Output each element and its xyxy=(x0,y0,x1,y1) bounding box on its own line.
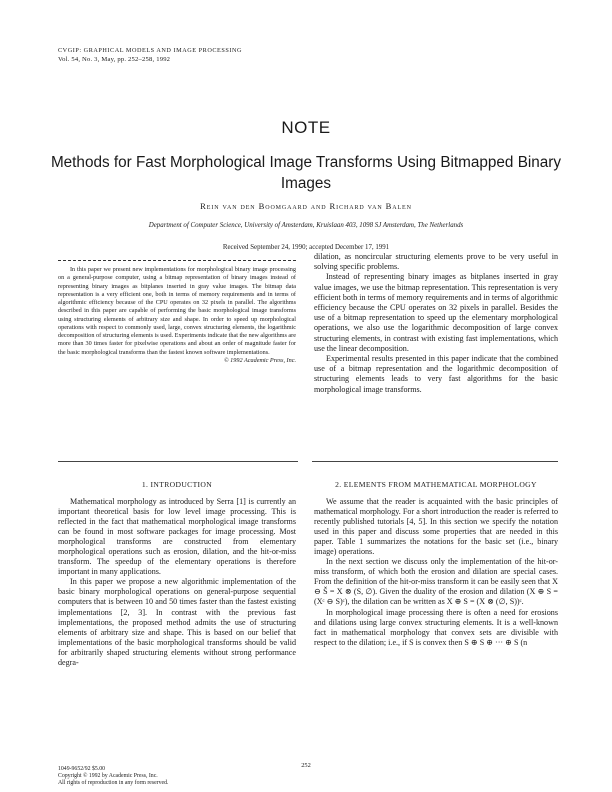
paragraph: Mathematical morphology as introduced by Serra [1] is currently an important theoretical basis for low level image processing. This is reflected in the fact that mathematical morphological image transforms can be found in most software packages for image processing. Most morphological transforms are constructed from elementary morphological operations such as erosion, dilation, and the hit-or-miss transform. The speedup of the elementary operations is therefore important in many applications. xyxy=(58,497,296,577)
paragraph: We assume that the reader is acquainted with the basic principles of mathematical morphology. For a short introduction the reader is referred to recently published tutorials [4, 5]. In this section we specify the notation used in this paper and discuss some properties that are needed in this paper. Table 1 summarizes the notations for the basic set (i.e., binary image) operations. xyxy=(314,497,558,557)
paper-title: Methods for Fast Morphological Image Transforms Using Bitmapped Binary Images xyxy=(50,154,562,192)
abstract-text: In this paper we present new implementations for morphological binary image processing on a general-purpose computer, using a bitmap representation of binary images instead of representing binary images as bitplanes inserted in gray value images. The bitmap data representation is a very efficient one, both in terms of memory requirements and in terms of algorithmic efficiency because of the CPU operates on 32 pixels in parallel. The algorithms described in this paper are capable of performing the basic morphological image transforms using structuring elements of arbitrary size and shape. In order to speed up morphological operations with respect to commonly used, large, convex structuring elements, the logarithmic decomposition of structuring elements is used. Experiments indicate that the new algorithms are more than 30 times faster for pixelwise operations and about an order of magnitude faster for the basic morphological transforms than the fastest known software implementations. xyxy=(58,266,296,356)
section-label: NOTE xyxy=(281,118,331,137)
journal-volume: Vol. 54, No. 3, May, pp. 252–258, 1992 xyxy=(58,55,171,63)
paragraph: In this paper we propose a new algorithmic implementation of the basic binary morphological operations on general-purpose sequential computers that is between 10 and 50 times faster than the fastest existing implementations [2, 3]. In contrast with the previous fast implementations, the proposed method admits the use of structuring elements of arbitrary size and shape. This is based on our belief that implementations of the basic morphological transforms should be valid for arbitrarily shaped structuring elements without strong performance degra- xyxy=(58,577,296,667)
footer-rights: All rights of reproduction in any form reserved. xyxy=(58,780,169,786)
journal-name: CVGIP: GRAPHICAL MODELS AND IMAGE PROCESSING xyxy=(58,47,243,54)
section-heading-introduction: 1. INTRODUCTION xyxy=(141,480,213,489)
footer-copyright: Copyright © 1992 by Academic Press, Inc. xyxy=(58,773,158,779)
paragraph: In the next section we discuss only the implementation of the hit-or-miss transform, of which both the erosion and dilation are special cases. From the definition of the hit-or-miss transform it can be easily seen that X ⊖ Š = X ⊗ (S, ∅). Given the duality of the erosion and dilation (X ⊕ S = (Xᶜ ⊖ S)ᶜ), the dilation can be written as X ⊕ S = (X ⊗ (∅, S))ᶜ. xyxy=(314,557,558,607)
copyright-footer xyxy=(58,766,168,787)
introduction-body xyxy=(58,497,296,668)
paragraph: Experimental results presented in this paper indicate that the combined use of a bitmap representation and the logarithmic decomposition of structuring elements leads to very fast algorithms for the basic morphological image transforms. xyxy=(314,354,558,394)
journal-header xyxy=(58,47,242,64)
page-number: 252 xyxy=(301,762,311,769)
section-heading-elements: 2. ELEMENTS FROM MATHEMATICAL MORPHOLOGY xyxy=(335,480,537,489)
footer-issn: 1049-9652/92 $5.00 xyxy=(58,766,106,772)
elements-body xyxy=(314,497,558,648)
intro-continuation xyxy=(314,252,558,395)
abstract xyxy=(58,266,296,365)
affiliation: Department of Computer Science, University of Amsterdam, Kruislaan 403, 1098 SJ Amsterdam, The Netherlands xyxy=(148,222,464,229)
paragraph: dilation, as noncircular structuring elements prove to be very useful in solving specific problems. xyxy=(314,252,558,272)
paragraph: In morphological image processing there is often a need for erosions and dilations using large convex structuring elements. It is a well-known fact in mathematical morphology that convex sets are divisible with respect to the dilation; i.e., if S is convex then S ⊕ S ⊕ ··· ⊕ S (n xyxy=(314,607,558,647)
authors: Rein van den Boomgaard and Richard van Balen xyxy=(200,201,412,211)
paragraph: Instead of representing binary images as bitplanes inserted in gray value images, we use the bitmap representation. This representation is very efficient both in terms of memory requirements and in terms of algorithmic efficiency because the CPU operates on 32 pixels in parallel. Besides the use of a bitmap representation to speed up the elementary morphological operations, we also use the logarithmic decomposition of large convex structuring elements, in contrast with existing fast implementations, which use the linear decomposition. xyxy=(314,272,558,353)
abstract-top-rule xyxy=(58,260,296,261)
received-date: Received September 24, 1990; accepted December 17, 1991 xyxy=(222,244,390,251)
abstract-copyright: © 1992 Academic Press, Inc. xyxy=(223,356,296,364)
column-rule-right xyxy=(312,461,558,462)
column-rule-left xyxy=(58,461,298,462)
